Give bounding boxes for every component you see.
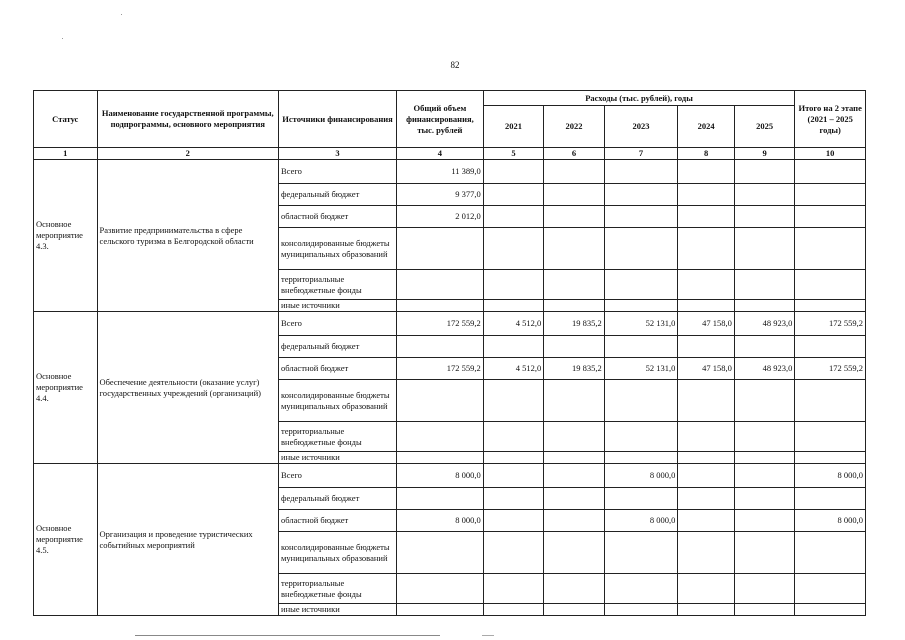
year-value-cell — [678, 422, 734, 452]
funding-source-cell: Всего — [279, 464, 397, 488]
header-year: 2025 — [734, 106, 795, 148]
year-value-cell — [604, 228, 678, 270]
column-number: 6 — [544, 148, 605, 160]
table-body — [34, 160, 866, 616]
year-value-cell — [734, 300, 795, 312]
year-value-cell — [544, 380, 605, 422]
column-number-row — [34, 148, 866, 160]
column-number: 4 — [397, 148, 484, 160]
funding-source-cell: территориальные внебюджетные фонды — [279, 422, 397, 452]
total-cell — [397, 336, 484, 358]
year-value-cell — [483, 206, 544, 228]
year-value-cell — [544, 270, 605, 300]
activity-name-cell: Организация и проведение туристических событийных мероприятий — [97, 464, 279, 616]
year-value-cell — [734, 604, 795, 616]
year-value-cell: 19 835,2 — [544, 312, 605, 336]
column-number: 3 — [279, 148, 397, 160]
table-row — [34, 312, 866, 336]
stage-total-cell: 8 000,0 — [795, 510, 866, 532]
header-year: 2023 — [604, 106, 678, 148]
stage-total-cell — [795, 452, 866, 464]
year-value-cell: 19 835,2 — [544, 358, 605, 380]
year-value-cell — [734, 422, 795, 452]
year-value-cell — [604, 206, 678, 228]
funding-source-cell: федеральный бюджет — [279, 336, 397, 358]
year-value-cell — [544, 464, 605, 488]
activity-name-cell: Развитие предпринимательства в сфере сельского туризма в Белгородской области — [97, 160, 279, 312]
year-value-cell — [604, 380, 678, 422]
total-cell — [397, 452, 484, 464]
header-year: 2024 — [678, 106, 734, 148]
year-value-cell — [544, 300, 605, 312]
year-value-cell — [544, 206, 605, 228]
header-status: Статус — [34, 91, 98, 148]
stage-total-cell — [795, 422, 866, 452]
funding-source-cell: иные источники — [279, 300, 397, 312]
funding-source-cell: территориальные внебюджетные фонды — [279, 574, 397, 604]
year-value-cell — [483, 510, 544, 532]
year-value-cell — [544, 228, 605, 270]
total-cell — [397, 380, 484, 422]
year-value-cell — [678, 380, 734, 422]
year-value-cell — [544, 160, 605, 184]
year-value-cell — [604, 270, 678, 300]
header-expenses: Расходы (тыс. рублей), годы — [483, 91, 795, 106]
total-cell — [397, 228, 484, 270]
year-value-cell — [544, 184, 605, 206]
year-value-cell — [734, 184, 795, 206]
total-cell — [397, 422, 484, 452]
year-value-cell: 48 923,0 — [734, 312, 795, 336]
year-value-cell — [604, 300, 678, 312]
stage-total-cell: 172 559,2 — [795, 358, 866, 380]
year-value-cell — [734, 510, 795, 532]
year-value-cell — [544, 422, 605, 452]
scan-speck — [62, 38, 63, 39]
status-cell: Основное мероприятие 4.3. — [34, 160, 98, 312]
total-cell — [397, 270, 484, 300]
table-row — [34, 464, 866, 488]
year-value-cell: 8 000,0 — [604, 464, 678, 488]
year-value-cell — [678, 510, 734, 532]
year-value-cell — [734, 270, 795, 300]
year-value-cell: 48 923,0 — [734, 358, 795, 380]
year-value-cell — [734, 464, 795, 488]
total-cell — [397, 300, 484, 312]
header-year: 2021 — [483, 106, 544, 148]
budget-table — [33, 90, 866, 616]
year-value-cell — [544, 336, 605, 358]
total-cell: 11 389,0 — [397, 160, 484, 184]
year-value-cell — [678, 574, 734, 604]
total-cell: 8 000,0 — [397, 510, 484, 532]
year-value-cell — [678, 488, 734, 510]
funding-source-cell: консолидированные бюджеты муниципальных образований — [279, 380, 397, 422]
year-value-cell: 47 158,0 — [678, 358, 734, 380]
year-value-cell — [678, 300, 734, 312]
year-value-cell — [544, 510, 605, 532]
total-cell: 172 559,2 — [397, 312, 484, 336]
funding-source-cell: федеральный бюджет — [279, 488, 397, 510]
year-value-cell — [734, 488, 795, 510]
page-number: 82 — [450, 60, 460, 70]
year-value-cell — [604, 604, 678, 616]
stage-total-cell — [795, 604, 866, 616]
header-sources: Источники финансирования — [279, 91, 397, 148]
year-value-cell — [678, 532, 734, 574]
total-cell: 9 377,0 — [397, 184, 484, 206]
year-value-cell — [734, 574, 795, 604]
year-value-cell — [678, 464, 734, 488]
year-value-cell — [483, 380, 544, 422]
year-value-cell — [604, 574, 678, 604]
funding-source-cell: территориальные внебюджетные фонды — [279, 270, 397, 300]
column-number: 8 — [678, 148, 734, 160]
header-year: 2022 — [544, 106, 605, 148]
year-value-cell — [678, 206, 734, 228]
funding-source-cell: областной бюджет — [279, 206, 397, 228]
stage-total-cell — [795, 228, 866, 270]
total-cell — [397, 532, 484, 574]
year-value-cell — [604, 422, 678, 452]
column-number: 2 — [97, 148, 279, 160]
stage-total-cell — [795, 184, 866, 206]
year-value-cell — [604, 488, 678, 510]
year-value-cell — [483, 228, 544, 270]
stage-total-cell — [795, 532, 866, 574]
total-cell: 8 000,0 — [397, 464, 484, 488]
year-value-cell — [483, 300, 544, 312]
year-value-cell — [734, 532, 795, 574]
year-value-cell — [678, 336, 734, 358]
table-row — [34, 160, 866, 184]
year-value-cell — [734, 380, 795, 422]
total-cell — [397, 488, 484, 510]
year-value-cell — [734, 160, 795, 184]
column-number: 1 — [34, 148, 98, 160]
table-header — [34, 91, 866, 160]
year-value-cell — [604, 452, 678, 464]
year-value-cell — [544, 452, 605, 464]
year-value-cell: 52 131,0 — [604, 312, 678, 336]
year-value-cell — [483, 488, 544, 510]
year-value-cell — [734, 336, 795, 358]
year-value-cell — [678, 160, 734, 184]
activity-name-cell: Обеспечение деятельности (оказание услуг) государственных учреждений (организаций) — [97, 312, 279, 464]
header-name: Наименование государственной программы, подпрограммы, основного мероприятия — [97, 91, 279, 148]
footer-rule — [135, 635, 440, 636]
year-value-cell — [604, 160, 678, 184]
column-number: 7 — [604, 148, 678, 160]
total-cell: 172 559,2 — [397, 358, 484, 380]
year-value-cell — [678, 270, 734, 300]
total-cell: 2 012,0 — [397, 206, 484, 228]
scan-speck — [121, 14, 122, 15]
funding-source-cell: Всего — [279, 160, 397, 184]
year-value-cell — [483, 160, 544, 184]
header-total: Общий объем финансирования, тыс. рублей — [397, 91, 484, 148]
year-value-cell — [483, 532, 544, 574]
funding-source-cell: Всего — [279, 312, 397, 336]
year-value-cell — [544, 532, 605, 574]
year-value-cell — [734, 452, 795, 464]
funding-source-cell: консолидированные бюджеты муниципальных образований — [279, 228, 397, 270]
year-value-cell — [483, 574, 544, 604]
year-value-cell — [483, 270, 544, 300]
year-value-cell — [678, 452, 734, 464]
year-value-cell: 52 131,0 — [604, 358, 678, 380]
column-number: 5 — [483, 148, 544, 160]
stage-total-cell — [795, 206, 866, 228]
year-value-cell — [483, 452, 544, 464]
year-value-cell — [678, 228, 734, 270]
year-value-cell — [544, 604, 605, 616]
total-cell — [397, 574, 484, 604]
funding-source-cell: иные источники — [279, 452, 397, 464]
stage-total-cell — [795, 300, 866, 312]
year-value-cell — [483, 604, 544, 616]
year-value-cell — [604, 532, 678, 574]
year-value-cell — [544, 574, 605, 604]
status-cell: Основное мероприятие 4.5. — [34, 464, 98, 616]
year-value-cell — [544, 488, 605, 510]
year-value-cell — [483, 422, 544, 452]
funding-source-cell: консолидированные бюджеты муниципальных образований — [279, 532, 397, 574]
funding-source-cell: федеральный бюджет — [279, 184, 397, 206]
year-value-cell — [678, 604, 734, 616]
year-value-cell — [734, 206, 795, 228]
year-value-cell: 4 512,0 — [483, 312, 544, 336]
year-value-cell: 4 512,0 — [483, 358, 544, 380]
year-value-cell: 8 000,0 — [604, 510, 678, 532]
year-value-cell — [483, 464, 544, 488]
funding-source-cell: областной бюджет — [279, 510, 397, 532]
stage-total-cell: 8 000,0 — [795, 464, 866, 488]
year-value-cell — [678, 184, 734, 206]
stage-total-cell — [795, 380, 866, 422]
stage-total-cell — [795, 336, 866, 358]
column-number: 10 — [795, 148, 866, 160]
stage-total-cell — [795, 574, 866, 604]
year-value-cell — [734, 228, 795, 270]
year-value-cell — [483, 336, 544, 358]
year-value-cell — [604, 184, 678, 206]
year-value-cell — [483, 184, 544, 206]
year-value-cell — [604, 336, 678, 358]
stage-total-cell — [795, 160, 866, 184]
stage-total-cell: 172 559,2 — [795, 312, 866, 336]
header-stage-total: Итого на 2 этапе (2021 – 2025 годы) — [795, 91, 866, 148]
total-cell — [397, 604, 484, 616]
column-number: 9 — [734, 148, 795, 160]
year-value-cell: 47 158,0 — [678, 312, 734, 336]
footer-mark — [482, 635, 494, 636]
status-cell: Основное мероприятие 4.4. — [34, 312, 98, 464]
stage-total-cell — [795, 270, 866, 300]
funding-source-cell: иные источники — [279, 604, 397, 616]
funding-source-cell: областной бюджет — [279, 358, 397, 380]
stage-total-cell — [795, 488, 866, 510]
